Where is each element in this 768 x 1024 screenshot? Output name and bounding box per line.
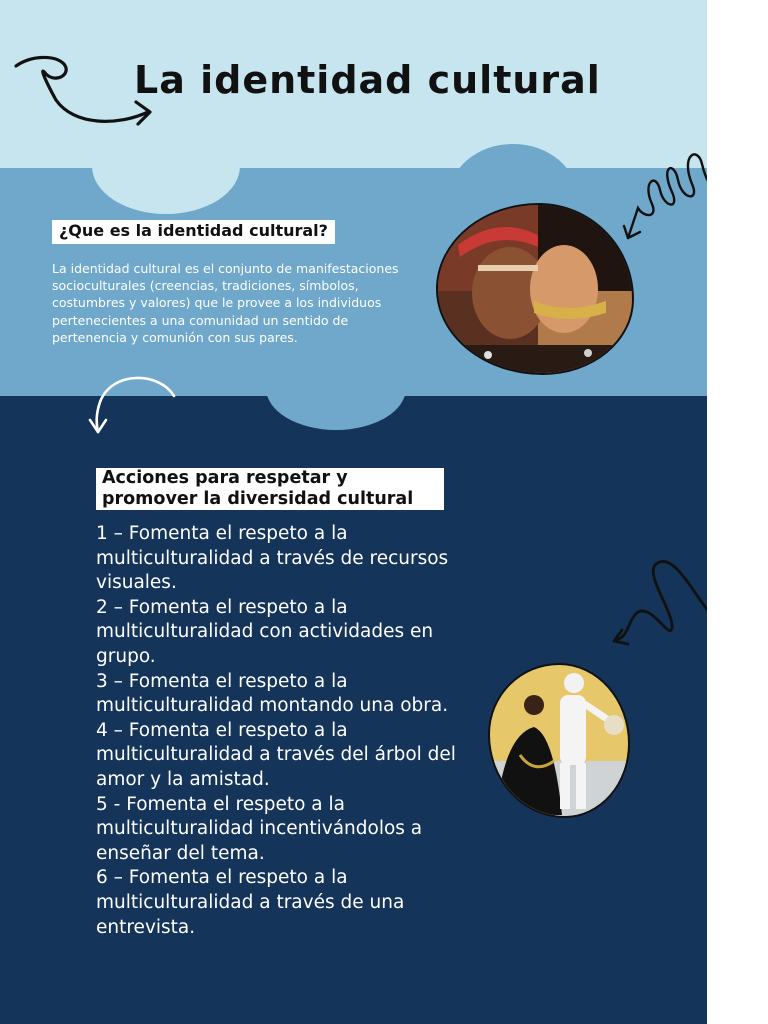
list-item: 1 – Fomenta el respeto a la multiculturalidad a través de recursos visuales. — [96, 523, 449, 594]
section-1-body: La identidad cultural es el conjunto de manifestaciones socioculturales (creencias, tradiciones, símbolos, costumbres y valores) que le provee a los individuos pertenecientes a una comunidad un sentido de pertenencia y comunión con sus pares. — [52, 261, 399, 345]
coil-arrow-icon — [620, 148, 707, 244]
list-item: 6 – Fomenta el respeto a la multiculturalidad a través de una entrevista. — [96, 867, 405, 938]
list-item: 5 - Fomenta el respeto a la multiculturalidad incentivándolos a enseñar del tema. — [96, 793, 423, 864]
curly-arrow-icon — [10, 52, 160, 134]
section-2-heading: Acciones para respetar y promover la diversidad cultural — [96, 468, 444, 510]
section-1-heading: ¿Que es la identidad cultural? — [52, 220, 335, 244]
curved-arrow-icon — [82, 370, 178, 436]
zigzag-arrow-icon — [608, 556, 707, 650]
list-item: 3 – Fomenta el respeto a la multiculturalidad montando una obra. — [96, 670, 449, 717]
mid-band-bottom-bump — [266, 346, 406, 430]
list-item: 2 – Fomenta el respeto a la multiculturalidad con actividades en grupo. — [96, 596, 434, 667]
list-item: 4 – Fomenta el respeto a la multiculturalidad a través del árbol del amor y la amistad. — [96, 719, 456, 790]
cultural-portrait-image — [436, 203, 634, 375]
page-title: La identidad cultural — [134, 58, 601, 102]
actions-list — [96, 522, 466, 940]
